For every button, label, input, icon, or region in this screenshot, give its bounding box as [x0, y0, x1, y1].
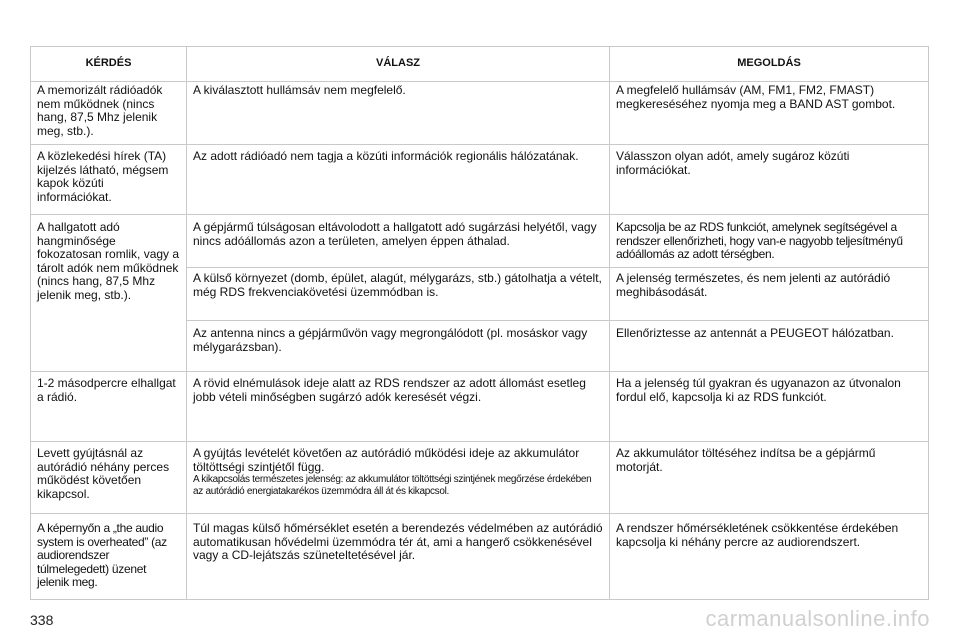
solution-cell: Ha a jelenség túl gyakran és ugyanazon az útvonalon fordul elő, kapcsolja ki az RDS funkciót.	[610, 372, 929, 442]
header-solution: MEGOLDÁS	[610, 47, 929, 82]
solution-cell: Az akkumulátor töltéséhez indítsa be a gépjármű motorját.	[610, 442, 929, 514]
table-row	[31, 82, 929, 145]
answer-cell: A kiválasztott hullámsáv nem megfelelő.	[187, 82, 610, 145]
answer-note: A kikapcsolás természetes jelenség: az akkumulátor töltöttségi szintjének megőrzése érdekében az autórádió energiatakarékos üzemmódra áll át és kikapcsol.	[193, 474, 592, 497]
table-header-row	[31, 47, 929, 82]
table-row	[31, 442, 929, 514]
watermark-text: carmanualsonline.info	[705, 606, 930, 631]
table-row	[31, 215, 929, 268]
question-cell: Levett gyújtásnál az autórádió néhány perces működést követően kikapcsol.	[31, 442, 187, 514]
solution-cell: A megfelelő hullámsáv (AM, FM1, FM2, FMAST) megkereséséhez nyomja meg a BAND AST gombot.	[610, 82, 929, 145]
question-cell: A hallgatott adó hangminősége fokozatosan romlik, vagy a tárolt adók nem működnek (nincs hang, 87,5 Mhz jelenik meg, stb.).	[31, 215, 187, 372]
header-question: KÉRDÉS	[31, 47, 187, 82]
solution-cell: A jelenség természetes, és nem jelenti az autórádió meghibásodását.	[610, 268, 929, 321]
table-row	[31, 372, 929, 442]
page-number: 338	[30, 612, 54, 628]
solution-cell: Válasszon olyan adót, amely sugároz közúti információkat.	[610, 145, 929, 215]
answer-cell: Az adott rádióadó nem tagja a közúti információk regionális hálózatának.	[187, 145, 610, 215]
question-cell: A közlekedési hírek (TA) kijelzés látható, mégsem kapok közúti információkat.	[31, 145, 187, 215]
answer-cell	[187, 442, 610, 514]
solution-cell: A rendszer hőmérsékletének csökkentése érdekében kapcsolja ki néhány percre az audiorendszert.	[610, 514, 929, 600]
question-cell: A memorizált rádióadók nem működnek (nincs hang, 87,5 Mhz jelenik meg, stb.).	[31, 82, 187, 145]
answer-cell: A rövid elnémulások ideje alatt az RDS rendszer az adott állomást esetleg jobb vételi minőségben sugárzó adók keresését végzi.	[187, 372, 610, 442]
troubleshooting-table	[30, 46, 929, 600]
question-cell: A képernyőn a „the audio system is overheated” (az audiorendszer túlmelegedett) üzenet jelenik meg.	[31, 514, 187, 600]
question-cell: 1-2 másodpercre elhallgat a rádió.	[31, 372, 187, 442]
answer-text: A gyújtás levételét követően az autórádió működési ideje az akkumulátor töltöttségi szintjétől függ.	[193, 446, 580, 474]
answer-cell: Az antenna nincs a gépjárművön vagy megrongálódott (pl. mosáskor vagy mélygarázsban).	[187, 321, 610, 372]
table-row	[31, 145, 929, 215]
table-row	[31, 514, 929, 600]
solution-cell: Kapcsolja be az RDS funkciót, amelynek segítségével a rendszer ellenőrizheti, hogy van-e nagyobb teljesítményű adóállomás az adott térségben.	[610, 215, 929, 268]
header-answer: VÁLASZ	[187, 47, 610, 82]
answer-cell: A gépjármű túlságosan eltávolodott a hallgatott adó sugárzási helyétől, vagy nincs adóállomás azon a területen, amelyen éppen áthalad.	[187, 215, 610, 268]
answer-cell: Túl magas külső hőmérséklet esetén a berendezés védelmében az autórádió automatikusan hővédelmi üzemmódra tér át, ami a hangerő csökkenésével vagy a CD-lejátszás szüneteltetésével jár.	[187, 514, 610, 600]
solution-cell: Ellenőriztesse az antennát a PEUGEOT hálózatban.	[610, 321, 929, 372]
answer-cell: A külső környezet (domb, épület, alagút, mélygarázs, stb.) gátolhatja a vételt, még RDS frekvenciakövetési üzemmódban is.	[187, 268, 610, 321]
